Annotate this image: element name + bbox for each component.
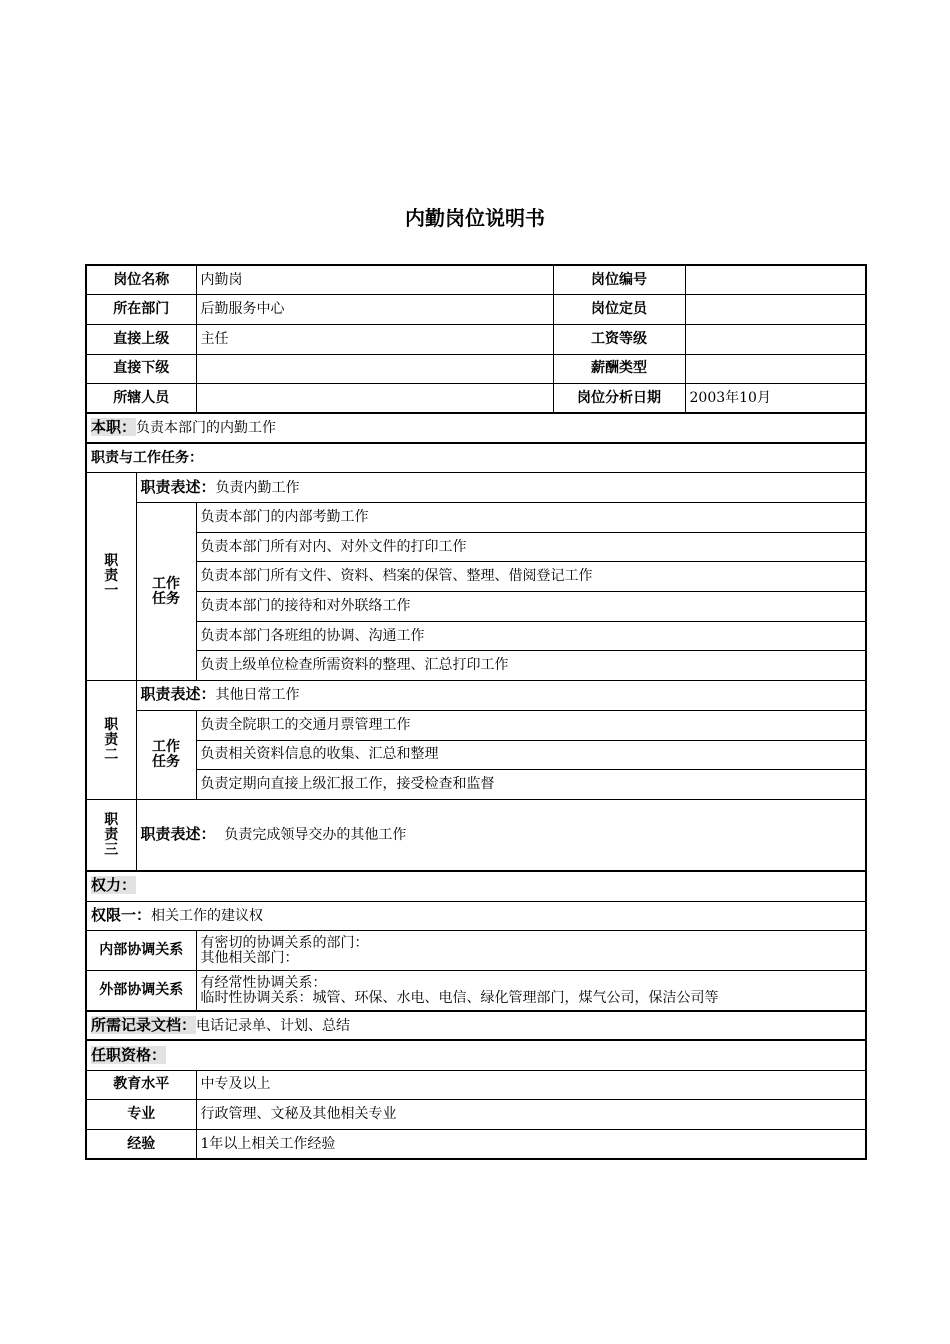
headcount-value (685, 295, 866, 325)
duty-1-task-row (86, 562, 866, 592)
superior-value: 主任 (196, 324, 553, 354)
duty-1-desc (136, 473, 866, 503)
salary-type-label: 薪酬类型 (553, 354, 685, 384)
row-major (86, 1100, 866, 1130)
row-power (86, 871, 866, 901)
duty-1-task-row (86, 532, 866, 562)
duty-3-row (86, 799, 866, 871)
major-value: 行政管理、文秘及其他相关专业 (196, 1100, 866, 1130)
analysis-date-value: 2003年10月 (685, 384, 866, 414)
analysis-date-label: 岗位分析日期 (553, 384, 685, 414)
row-mission (86, 413, 866, 443)
duty-1-task-row (86, 651, 866, 681)
row-staff (86, 384, 866, 414)
row-qualification (86, 1040, 866, 1070)
duty-1-name: 职 责 一 (86, 473, 136, 681)
mission-label: 本职： (91, 418, 137, 437)
row-records (86, 1011, 866, 1041)
power-limit-cell (86, 901, 866, 931)
row-power-limit (86, 901, 866, 931)
records-text: 电话记录单、计划、总结 (196, 1017, 351, 1034)
staff-value (196, 384, 553, 414)
duty-1-task-row (86, 503, 866, 533)
external-relations-text (196, 971, 866, 1011)
wage-value (685, 324, 866, 354)
subordinate-label: 直接下级 (86, 354, 196, 384)
education-value: 中专及以上 (196, 1070, 866, 1100)
job-description-table (85, 264, 867, 1160)
qualification-cell (86, 1040, 866, 1070)
duty-1-desc-row (86, 473, 866, 503)
power-limit-text: 相关工作的建议权 (151, 907, 264, 924)
qualification-label: 任职资格： (91, 1045, 167, 1064)
mission-text: 负责本部门的内勤工作 (136, 420, 277, 437)
wage-label: 工资等级 (553, 324, 685, 354)
row-superior (86, 324, 866, 354)
external-relations-line-2: 临时性协调关系：城管、环保、水电、电信、绿化管理部门，煤气公司，保洁公司等 (200, 989, 719, 1006)
mission-cell (86, 413, 866, 443)
external-relations-label: 外部协调关系 (86, 971, 196, 1011)
power-cell (86, 871, 866, 901)
post-name-label: 岗位名称 (86, 265, 196, 295)
duty-3-desc-label: 职责表述： (140, 825, 216, 844)
row-internal-relations (86, 931, 866, 971)
duty-3-name: 职 责 三 (86, 799, 136, 871)
row-subordinate (86, 354, 866, 384)
duty-1-task-2: 负责本部门所有对内、对外文件的打印工作 (196, 532, 866, 562)
row-post-name (86, 265, 866, 295)
duty-1-task-3: 负责本部门所有文件、资料、档案的保管、整理、借阅登记工作 (196, 562, 866, 592)
post-no-value (685, 265, 866, 295)
power-label: 权力： (91, 876, 137, 895)
duties-header: 职责与工作任务： (86, 443, 866, 473)
records-label: 所需记录文档： (91, 1015, 197, 1034)
staff-label: 所辖人员 (86, 384, 196, 414)
row-duties-header (86, 443, 866, 473)
major-label: 专业 (86, 1100, 196, 1130)
salary-type-value (685, 354, 866, 384)
experience-label: 经验 (86, 1130, 196, 1160)
duty-2-desc-label: 职责表述： (140, 685, 216, 704)
duty-2-task-row (86, 710, 866, 740)
external-relations-line-1: 有经常性协调关系： (200, 974, 327, 991)
duty-1-task-label: 工作 任务 (136, 503, 196, 681)
row-education (86, 1070, 866, 1100)
duty-2-task-2: 负责相关资料信息的收集、汇总和整理 (196, 740, 866, 770)
duty-2-desc (136, 681, 866, 711)
duty-1-task-row (86, 592, 866, 622)
duty-1-task-5: 负责本部门各班组的协调、沟通工作 (196, 621, 866, 651)
duty-2-task-1: 负责全院职工的交通月票管理工作 (196, 710, 866, 740)
duty-1-task-6: 负责上级单位检查所需资料的整理、汇总打印工作 (196, 651, 866, 681)
experience-value: 1年以上相关工作经验 (196, 1130, 866, 1160)
internal-relations-label: 内部协调关系 (86, 931, 196, 971)
post-name-value: 内勤岗 (196, 265, 553, 295)
duty-2-task-row (86, 770, 866, 800)
superior-label: 直接上级 (86, 324, 196, 354)
row-dept (86, 295, 866, 325)
row-experience (86, 1130, 866, 1160)
duty-3-desc-text: 负责完成领导交办的其他工作 (224, 827, 407, 844)
row-external-relations (86, 971, 866, 1011)
duty-1-task-row (86, 621, 866, 651)
dept-label: 所在部门 (86, 295, 196, 325)
duty-2-desc-text: 其他日常工作 (215, 687, 300, 704)
duty-2-desc-row (86, 681, 866, 711)
headcount-label: 岗位定员 (553, 295, 685, 325)
internal-relations-line-1: 有密切的协调关系的部门： (200, 934, 369, 951)
records-cell (86, 1011, 866, 1041)
internal-relations-text (196, 931, 866, 971)
post-no-label: 岗位编号 (553, 265, 685, 295)
duty-1-task-4: 负责本部门的接待和对外联络工作 (196, 592, 866, 622)
duty-2-task-label: 工作 任务 (136, 710, 196, 799)
duty-1-desc-label: 职责表述： (140, 477, 216, 496)
duty-2-task-3: 负责定期向直接上级汇报工作，接受检查和监督 (196, 770, 866, 800)
duty-1-task-1: 负责本部门的内部考勤工作 (196, 503, 866, 533)
duty-2-name: 职 责 二 (86, 681, 136, 800)
internal-relations-line-2: 其他相关部门： (200, 949, 299, 966)
subordinate-value (196, 354, 553, 384)
page-title: 内勤岗位说明书 (405, 206, 545, 230)
power-limit-label: 权限一： (91, 905, 152, 924)
duty-3-desc (136, 799, 866, 871)
education-label: 教育水平 (86, 1070, 196, 1100)
duty-1-desc-text: 负责内勤工作 (215, 479, 300, 496)
dept-value: 后勤服务中心 (196, 295, 553, 325)
duty-2-task-row (86, 740, 866, 770)
